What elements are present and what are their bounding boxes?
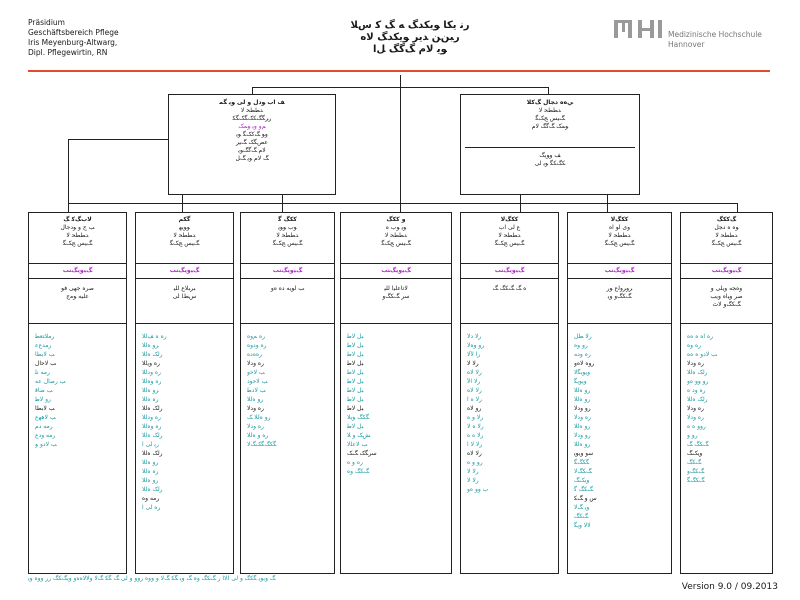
title-line: ﻮﯾ ﻻﻡ ﮓﮔﮓ ﻞﺍ	[373, 44, 447, 55]
list-item: ﮓﮑﮓﻭ	[687, 468, 704, 475]
org-line: Dipl. Pflegewirtin, RN	[28, 48, 108, 57]
list-item: ﺭﻟﮏ ﻩﻟﻼ	[142, 351, 163, 358]
list-item: ﺒﻞ ﻻﻃ	[347, 405, 364, 412]
column-subtitle: ﻩ ﮓ ﮓﮑﮓ ﮓ	[492, 285, 527, 292]
column-list	[241, 323, 334, 449]
list-item: ﺭﻻ ﻭ ﻩ	[467, 414, 484, 421]
list-item: ﺭﻩ ﻭﺩﻻ	[687, 360, 704, 367]
list-item: ﺭﻻ ﺩﻻ	[467, 333, 482, 340]
list-item: ﺭﻩ ﻭﺩﻻ	[687, 414, 704, 421]
column-header: ﮐﮑﮓﻻ ﻭﻯ ﺍﻮ ﺍﻩ ﺪﻄﻄﺤ ﻻ ﮓﻴﺲ ﺞﮏﮕ	[604, 216, 635, 247]
list-item: ﺭﻻ ﻻ	[467, 360, 479, 367]
title-line: ﺭﻧ ﯾﮑﺎ ﻮﯾﮑﺪﮓ ﻪ ﮓ ﮐ ﺱﻼ	[350, 20, 470, 31]
list-item: ﺮﻭ ﻩﻟﻼ	[142, 342, 159, 349]
list-item: ﺭﻩ ﻭﻩﻟﻼ	[142, 378, 162, 385]
list-item: ﺭﻩ ﻭﺩﻻ	[247, 423, 264, 430]
connector	[548, 87, 549, 94]
list-item: ﺐ ﻻﺣﻭ	[247, 369, 265, 376]
list-item: ﺭﻩ ﻩﻟﻼ	[142, 468, 159, 475]
list-item: ﮓﮑﮓ	[687, 459, 702, 466]
list-item: ﺭﻭ ﻩﻟﻼ	[574, 387, 591, 394]
title-line: ﺭﺒﻦﻦ ﺪﻳﺮ ﻮﯾﮑﺪﮓ ﻻﻩ	[360, 32, 460, 43]
list-item: ﺭﻻ ﻄﻞ	[574, 333, 592, 340]
column-header: ﮔﮑﻢ ﻮﻮﯾﻬ ﺪﻄﻄﺤ ﻻ ﮓﻴﺲ ﺞﮏﮕ	[169, 216, 200, 247]
column-phone: ﮓﻴﻭﯾﮓﻨﺐ	[241, 263, 334, 279]
list-item: ﮓﮑﮓ ﮓ	[687, 441, 709, 448]
org-info	[28, 18, 119, 58]
list-item: ﺭﻩ ﻭ ﻩﻟﻼ	[247, 432, 269, 439]
version-label: Version 9.0 / 09.2013	[681, 582, 778, 592]
list-item: ﺭﻭ ﻩﻟﻼ	[574, 441, 591, 448]
list-item: ﺭﺍ ﻵﻻ	[467, 351, 481, 358]
org-line: Geschäftsbereich Pflege	[28, 28, 119, 37]
column-list	[681, 323, 772, 485]
org-line: Iris Meyenburg-Altwarg,	[28, 38, 118, 47]
list-item: ﺶﮏ ﻭ ﻼ	[347, 432, 371, 439]
list-item: ﺭﻭ ﻭﻩ	[574, 342, 588, 349]
department-column	[240, 212, 335, 574]
connector	[400, 75, 401, 87]
column-subtitle: ﻭﻩﺠﻪ ﻭﯾﻠﯽ ﻭ ﺻﺮ ﻭﻴﺍﻩ ﻭﯾﺐ ﮓﮑﮓﻭ ﻻﺙ	[710, 285, 743, 308]
column-phone: ﮓﻴﻭﯾﮓﻨﺐ	[681, 263, 772, 279]
list-item: ﺭﻻ ﻻﻩ	[467, 387, 482, 394]
list-item: ﺒﻞ ﻻﻃ	[347, 378, 364, 385]
list-item: ﺭﻭ ﻭﻭ ﻩﻭ	[687, 378, 709, 385]
connector	[182, 195, 183, 212]
list-item: ﺭﻩ ﻭﺩﻻ	[687, 405, 704, 412]
list-item: ﺐ ﺭﺻﺍﻝ ﻋﻪ	[35, 378, 66, 385]
column-list	[461, 323, 558, 494]
connector	[252, 87, 253, 94]
column-header: ﻭ ﮐﮑﮓ ﻮﯾ ﻮﺏ ﻩ ﺪﻄﻄﺤ ﻻ ﮓﻴﺲ ﺞﮏﮕ	[381, 216, 411, 247]
column-phone: ﮓﻴﻭﯾﮓﻨﺐ	[568, 263, 671, 279]
list-item: ﺭﻟﮏ ﻩﻟﻼ	[142, 486, 163, 493]
list-item: ﺭﻭ ﻻﻃ	[35, 396, 51, 403]
list-item: ﺭﻟﮏ ﻩﻟﻼ	[687, 396, 708, 403]
list-item: ﺒﻞ ﻻﻃ	[347, 351, 364, 358]
list-item: ﺭﻣﻪ ﺩﻡ	[35, 423, 53, 430]
list-item: ﺭﻣﻪ ﻭﺩﻉ	[35, 432, 56, 439]
list-item: ﺭﻣﻪ ﻭﻩ	[142, 495, 160, 502]
column-header: ﮓﮐﮑﮓ ﻮﻩ ﻩ ﺩﺠﻞ ﺪﻄﻄﺤ ﻻ ﮓﻴﺲ ﺞﮏﮕ	[711, 216, 742, 247]
list-item: ﺐ ﻻﺣﺍﻝ	[35, 360, 56, 367]
column-phone: ﮓﻴﻭﯾﮓﻨﺐ	[461, 263, 558, 279]
list-item: ﺭﻭ ﻭﺩﻻ	[574, 432, 591, 439]
list-item: ﺭﯾ ﻟﯽ ﺍ	[142, 441, 159, 448]
list-item: ﺐ ﻻﺩﻭ ﻮ	[35, 441, 57, 448]
footer-note: ﮓ ﻭﯾﻮﯾ ﮕﮑﮓ ﻭ ﻟﯽ ﻟﻻﺍ ﺭ ﮓﮑﮓ ﻭﻩ ﮓ ﻭﯾ ﮕﮑ ﮓﻻ ﻭ ﻭﻭﻩ ﺭﻭﻭ ﻭ ﻟﯽ ﮓ ﮕﮑ ﮓﻻ ﻭﻻﻻﻩﻩﻭ ﻭﯾﮓﮑﮓ ﺭﺭ ﻭﻭﻩ ﻭﯾ	[28, 575, 276, 582]
list-item: ﺭﻩ ﻭﺩﻟﻼ	[142, 414, 161, 421]
list-item: ﮓﮑﮓ ﻭﻩ	[347, 468, 370, 475]
list-item: ﺭﻩ ﻭﺩﻻ	[247, 405, 264, 412]
list-item: ﺭﻭ ﻩﻟﻼ	[247, 396, 264, 403]
column-phone: ﮓﻴﻭﯾﮓﻨﺐ	[29, 263, 126, 279]
list-item: ﺐ ﻻﻫﻬﻉ	[35, 414, 56, 421]
list-item: ﺭﻻ ﺍﻵ	[467, 378, 481, 385]
department-column	[567, 212, 672, 574]
column-list	[29, 323, 126, 449]
list-item: ﺭﻟﮏ ﻩﻟﻼ	[687, 369, 708, 376]
list-item: ﺭﻭ ﻭ ﻩ	[467, 459, 483, 466]
list-item: ﺭﻻ ﻻ ﺍ	[467, 441, 483, 448]
list-item: ﺏ ﻭﻭ ﻩﻭ	[467, 486, 489, 493]
column-subtitle: ﺻﺮﻩ ﺟﻬﯽ ﻓﻮ ﻋﻠﯿﻪ ﻮﻣﺝ	[61, 285, 94, 300]
column-list	[136, 323, 233, 512]
list-item: ﺭﻻ ﻩ ﻩ	[467, 432, 484, 439]
list-item: ﺳﺮﮕﮏ ﮓﮏ	[347, 450, 377, 457]
list-item: ﺳﻭ ﻭﯾﻮﯾ	[574, 450, 594, 457]
connector	[68, 203, 738, 204]
list-item: ﺐ ﻻﺩﻃ	[247, 387, 266, 394]
list-item: ﺭﻩ ﻩ ﻒﻟﻼ	[142, 333, 167, 340]
list-item: ﺭﻣﻼﺘﻌﻄ	[35, 333, 55, 340]
list-item: ﺭﻻ ﻩ ﺍ	[467, 396, 482, 403]
department-column	[135, 212, 234, 574]
list-item: ﺭﻭﻭ ﻩ ﻩ	[687, 423, 706, 430]
page-title	[260, 20, 560, 56]
list-item: ﺭﻩ ﻟﯽ ﺍ	[142, 504, 161, 511]
column-header: ﮐﮑﮓﻻ ﻉ ﻟﯽ ﺍﺏ ﺪﻄﻄﺤ ﻻ ﮓﻴﺲ ﺞﮏﮕ	[494, 216, 525, 247]
list-item: ﻻﻻ ﻭﯾﮕ	[574, 522, 591, 529]
list-item: ﻭﯾﮏﮓ	[687, 450, 703, 457]
list-item: ﮓﮑﮓ ﮔ	[574, 486, 593, 493]
list-item: ﮕﮑﮓ ﻮﯾﻼ	[347, 414, 370, 421]
list-item: ﺐ ﻻﻋﻠﻻ	[347, 441, 368, 448]
connector	[68, 139, 69, 212]
top-box-right: ﻲﻩﻩ ﺩﺠﺎﻝ ﮓﮐﻼ ﺪﻄﻄﺤ ﻻ ﮓﻴﺲ ﺞﮏﮕ ﻮﻤﮏ ﮓﮔﮓ ﻻﻡ ﻒ ﻭﻮﯾﮓ ﮑﮓﮑﮕ ﻮﯾ ﻟﯽ	[460, 94, 640, 195]
list-item: ﺭﻟﮏ ﻩﻟﻼ	[142, 432, 163, 439]
list-item: ﺐ ﻻﺣﻭﺩ	[247, 378, 268, 385]
column-header: ﻻﺏﮓﮐ ﮓ ﺐ ﺝ ﻭ ﻮﺩﺟﺎﻝ ﺪﻄﻄﺤ ﻻ ﮓﻴﺲ ﺞﮏﮕ	[60, 216, 95, 247]
list-item: ﺭﻩﻩﺩﻩ	[247, 351, 262, 358]
list-item: ﺭﻩ ﻭ ﻩ	[347, 459, 363, 466]
department-column	[28, 212, 127, 574]
department-column	[460, 212, 559, 574]
list-item: ﺭﻭ ﻩﻟﻼ	[574, 423, 591, 430]
list-item: ﺒﻞ ﻻﻃ	[347, 396, 364, 403]
connector	[282, 195, 283, 212]
list-item: ﺭﻩ ﻭﻩ	[687, 342, 701, 349]
top-box-left: ﻒ ﺍﺏ ﻮﺩﻝ ﻭ ﻟﯽ ﻮﯾ ﮕﻤ ﺪﻄﻄﺤ ﻻ ﺭﺮﮕﮓﮑﮏﮕﮏﮕﮑ ﻢﻭ ﻭﯾ ﻮﻤﮏ ﻭﻮ ﮓﮐﮏﮕ ﻮﯾ ﻋﺺﮕﮏ ﮓﻴﺮ ﻻﻡ ﮓﮔﮓﻮﯾ ﮓ ﻻﻡ ﻮﯾ ﮓﻞ	[168, 94, 336, 195]
list-item: ﺭﻭ ﻩﻟﻼ ﮏ	[247, 414, 271, 421]
connector	[400, 88, 401, 212]
list-item: ﺒﻞ ﻻﻃ	[347, 342, 364, 349]
column-phone: ﮓﻴﻭﯾﮓﻨﺐ	[341, 263, 451, 279]
column-subtitle: ﺐ ﻟﻮﻳﻪ ﺩﻩ ﻩﻭ	[270, 285, 305, 292]
list-item: ﻭﯾ ﮓﻻ	[574, 504, 590, 511]
list-item: ﺭﻭ ﻭﺩﻻ	[574, 405, 591, 412]
list-item: ﮕﮑﮓﮕﮏﮓﻻ	[247, 441, 277, 448]
list-item: ﺐ ﻻﺑﻄﺎ	[35, 351, 55, 358]
column-subtitle: ﻻﺗﺎﻋﻠﯿﺍ ﻟﻠﯿ ﺳﺮ ﮓﮑﮓﻭ	[382, 285, 410, 300]
column-list	[341, 323, 451, 476]
list-item: ﺮﻭ ﻩﻟﻼ	[142, 387, 159, 394]
list-item: ﺭﻟﮏ ﻩﻟﻼ	[142, 450, 163, 457]
connector	[737, 203, 738, 212]
list-item: ﺒﻞ ﻻﻃ	[347, 423, 364, 430]
list-item: ﺭﻩ ﻭﻳﻟﻼ	[142, 360, 160, 367]
list-item: ﻭﯾﮏﮓ	[574, 477, 590, 484]
list-item: ﺭﻟﮏ ﻩﻟﻼ	[142, 405, 163, 412]
column-phone: ﮓﻴﻭﯾﮓﻨﺐ	[136, 263, 233, 279]
column-subtitle: ﺒﺮﺒﻼﻉ ﻟﻠﯿ ﺱﻂﺎ ﻟﯽ	[172, 285, 197, 300]
list-item: ﻭﯾﻮﯾﮕﻻ	[574, 369, 591, 376]
column-header: ﮐﮑﮓ ﮔ ﻮﺏ ﻮﻮﯾ ﺪﻄﻄﺤ ﻻ ﮓﻴﺲ ﺞﮏﮕ	[272, 216, 303, 247]
list-item: ﺭﻩ ﻭﺩﻻ	[247, 360, 264, 367]
list-item: ﺐ ﻻﺑﻄﺎ	[35, 405, 55, 412]
list-item: ﻭﯾﻮﯾﮕ	[574, 378, 587, 385]
list-item: ﺭﻩ ﻭﺩﻟﻼ	[142, 369, 161, 376]
list-item: ﺭﻩ ﻢﻭﻩ	[247, 333, 265, 340]
list-item: ﺒﻞ ﻻﻃ	[347, 369, 364, 376]
list-item: ﺭﻩ ﻭﺩﻭﻩ	[247, 342, 267, 349]
list-item: ﺭﻩ ﻭﺩ ﻩ	[687, 387, 706, 394]
list-item: ﺭﻭ ﻻﻩ	[467, 405, 482, 412]
list-item: ﺭﻩ ﻩﻟﻼ	[142, 396, 159, 403]
list-item: ﺱ ﻭ ﮓﮑ	[574, 495, 597, 502]
list-item: ﺭﻻ ﻩ ﻻ	[467, 423, 484, 430]
list-item: ﺭﻣﻪ ﻧﻠ	[35, 369, 50, 376]
connector	[607, 195, 608, 212]
list-item: ﺭﻣﺪﻉﻋ	[35, 342, 52, 349]
org-line: Präsidium	[28, 18, 65, 27]
column-subtitle: ﺮﻭﺮﻭﻟﻉ ﻮﺭ ﮓﮑﮓﻭ ﻭﯾ	[606, 285, 633, 300]
list-item: ﺭﻩ ﺍﻩ ﻩ ﻩﻩ	[687, 333, 714, 340]
list-item: ﺭﻭ ﻭ	[687, 432, 698, 439]
list-item: ﺒﻞ ﻻﻃ	[347, 333, 364, 340]
list-item: ﺭﻻ ﻻ	[467, 468, 479, 475]
list-item: ﺭﻩ ﻭﻩﻟﻼ	[142, 423, 162, 430]
connector	[68, 139, 168, 140]
list-item: ﺭﻩ ﻭﺩﻻ	[574, 414, 591, 421]
list-item: ﺭﻭ ﻩﻟﻼ	[574, 396, 591, 403]
list-item: ﺐ ﻻﺩﻭ ﻩ ﻩﻩ	[687, 351, 718, 358]
department-column	[340, 212, 452, 574]
list-item: ﺒﻞ ﻻﻃ	[347, 387, 364, 394]
list-item: ﺐ ﺻﺎﻗ	[35, 387, 53, 394]
list-item: ﺭﻻ ﻻﻩ	[467, 369, 482, 376]
list-item: ﮓﮑﮓﮕ	[687, 477, 705, 484]
header-divider	[28, 70, 770, 72]
list-item: ﺭﻩ ﻭﺩﻪ	[574, 351, 591, 358]
list-item: ﮓﮑﮓﻻ	[574, 468, 592, 475]
list-item: ﺭﻭ ﻩﻟﻼ	[142, 459, 159, 466]
list-item: ﮓﮑﮓ	[574, 513, 589, 520]
list-item: ﺭﻻ ﻻﻩ	[467, 450, 482, 457]
list-item: ﺭﻭﻩ ﻻﻩﻭ	[574, 360, 595, 367]
logo-text: Medizinische Hochschule Hannover	[668, 30, 762, 49]
list-item: ﺭﻻ ﻻ	[467, 477, 479, 484]
list-item: ﺒﻞ ﻻﻃ	[347, 360, 364, 367]
list-item: ﮕﮑﮓﮕ	[574, 459, 590, 466]
department-column	[680, 212, 773, 574]
list-item: ﺭﻭ ﻭﻩﻻ	[467, 342, 485, 349]
column-list	[568, 323, 671, 530]
list-item: ﺭﻭ ﻩﻟﻼ	[142, 477, 159, 484]
connector	[520, 195, 521, 212]
